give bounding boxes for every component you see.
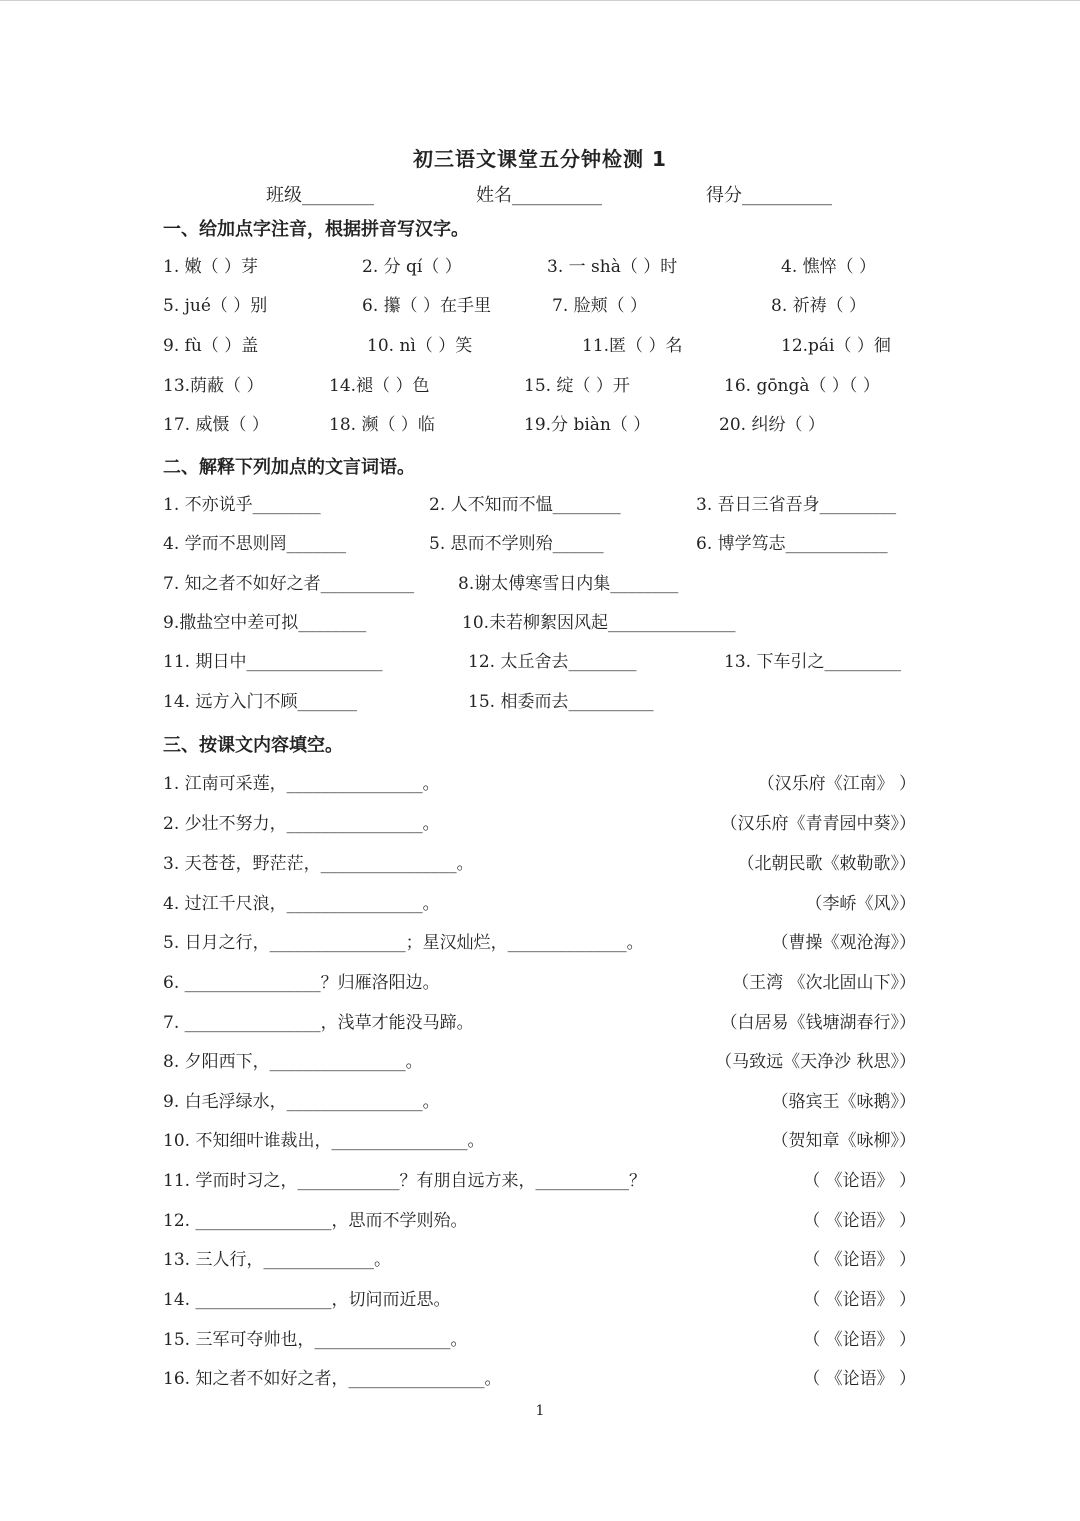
s2-item: 9.撒盐空中差可拟________ bbox=[163, 613, 367, 633]
s1-row bbox=[0, 410, 1080, 440]
s3-question: 16. 知之者不如好之者，________________。 bbox=[163, 1369, 502, 1389]
s3-row bbox=[0, 1008, 1080, 1038]
s1-row bbox=[0, 291, 1080, 321]
s3-row bbox=[0, 849, 1080, 879]
s2-item: 2. 人不知而不愠________ bbox=[429, 495, 621, 515]
page-title: 初三语文课堂五分钟检测 1 bbox=[413, 147, 667, 171]
s2-row bbox=[0, 529, 1080, 559]
s1-item: 2. 分 qí（ ） bbox=[362, 257, 462, 277]
s1-item: 14.褪（ ）色 bbox=[329, 376, 430, 396]
s3-row bbox=[0, 769, 1080, 799]
s1-item: 1. 嫩（ ）芽 bbox=[163, 257, 259, 277]
s2-item: 7. 知之者不如好之者___________ bbox=[163, 574, 415, 594]
s2-item: 4. 学而不思则罔_______ bbox=[163, 534, 347, 554]
s3-question: 10. 不知细叶谁裁出，________________。 bbox=[163, 1131, 485, 1151]
s2-row bbox=[0, 608, 1080, 638]
section-3-heading: 三、按课文内容填空。 bbox=[163, 735, 343, 756]
s1-item: 7. 脸颊（ ） bbox=[552, 296, 648, 316]
s2-item: 11. 期日中________________ bbox=[163, 652, 383, 672]
s3-row bbox=[0, 1047, 1080, 1077]
s3-source: （马致远《天净沙 秋思》） bbox=[715, 1052, 916, 1072]
s3-source: （贺知章《咏柳》） bbox=[771, 1131, 916, 1151]
s3-source: （北朝民歌《敕勒歌》） bbox=[737, 854, 916, 874]
s2-item: 8.谢太傅寒雪日内集________ bbox=[458, 574, 679, 594]
s2-item: 3. 吾日三省吾身_________ bbox=[696, 495, 897, 515]
s3-question: 12. ________________，思而不学则殆。 bbox=[163, 1211, 468, 1231]
s1-row bbox=[0, 331, 1080, 361]
s3-row bbox=[0, 1206, 1080, 1236]
s1-item: 13.荫蔽（ ） bbox=[163, 376, 264, 396]
s2-item: 13. 下车引之_________ bbox=[724, 652, 901, 672]
s1-item: 17. 威慑（ ） bbox=[163, 415, 269, 435]
s2-row bbox=[0, 490, 1080, 520]
s1-item: 4. 憔悴（ ） bbox=[781, 257, 877, 277]
s3-row bbox=[0, 1126, 1080, 1156]
s1-item: 12.pái（ ）徊 bbox=[781, 336, 891, 356]
s1-item: 6. 攥（ ）在手里 bbox=[362, 296, 492, 316]
s1-item: 9. fù（ ）盖 bbox=[163, 336, 259, 356]
class-field: 班级________ bbox=[266, 185, 374, 206]
s1-item: 18. 濒（ ）临 bbox=[329, 415, 435, 435]
s3-row bbox=[0, 889, 1080, 919]
score-field: 得分__________ bbox=[706, 185, 832, 206]
s3-question: 8. 夕阳西下，________________。 bbox=[163, 1052, 423, 1072]
s3-row bbox=[0, 1166, 1080, 1196]
s3-question: 13. 三人行，_____________。 bbox=[163, 1250, 391, 1270]
s3-source: （骆宾王《咏鹅》） bbox=[771, 1092, 916, 1112]
s3-row bbox=[0, 1325, 1080, 1355]
s3-source: （ 《论语》 ） bbox=[803, 1250, 916, 1270]
s1-row bbox=[0, 252, 1080, 282]
s3-row bbox=[0, 968, 1080, 998]
s3-question: 7. ________________，浅草才能没马蹄。 bbox=[163, 1013, 474, 1033]
s1-row bbox=[0, 371, 1080, 401]
s2-item: 14. 远方入门不顾_______ bbox=[163, 692, 357, 712]
page-number: 1 bbox=[535, 1403, 545, 1419]
s2-item: 12. 太丘舍去________ bbox=[468, 652, 637, 672]
s3-source: （ 《论语》 ） bbox=[803, 1211, 916, 1231]
s1-item: 20. 纠纷（ ） bbox=[719, 415, 825, 435]
s3-question: 5. 日月之行，________________；星汉灿烂，______________。 bbox=[163, 933, 644, 953]
s2-item: 10.未若柳絮因风起_______________ bbox=[462, 613, 736, 633]
section-1-heading: 一、给加点字注音，根据拼音写汉字。 bbox=[163, 219, 469, 240]
s2-item: 1. 不亦说乎________ bbox=[163, 495, 321, 515]
s3-source: （白居易《钱塘湖春行》） bbox=[720, 1013, 916, 1033]
s2-item: 5. 思而不学则殆______ bbox=[429, 534, 604, 554]
s1-item: 15. 绽（ ）开 bbox=[524, 376, 630, 396]
name-field: 姓名__________ bbox=[476, 185, 602, 206]
s3-row bbox=[0, 928, 1080, 958]
s3-question: 3. 天苍苍，野茫茫，________________。 bbox=[163, 854, 474, 874]
s2-item: 6. 博学笃志____________ bbox=[696, 534, 888, 554]
s2-row bbox=[0, 569, 1080, 599]
s1-item: 11.匿（ ）名 bbox=[582, 336, 683, 356]
s1-item: 19.分 biàn（ ） bbox=[524, 415, 651, 435]
s3-question: 11. 学而时习之，____________？有朋自远方来，___________？ bbox=[163, 1171, 646, 1191]
s3-row bbox=[0, 1087, 1080, 1117]
s3-question: 4. 过江千尺浪，________________。 bbox=[163, 894, 440, 914]
s1-item: 10. nì（ ）笑 bbox=[367, 336, 473, 356]
s1-item: 16. gōngà（ ）（ ） bbox=[724, 376, 880, 396]
s3-source: （汉乐府《青青园中葵》） bbox=[720, 814, 916, 834]
s3-source: （ 《论语》 ） bbox=[803, 1330, 916, 1350]
s3-source: （ 《论语》 ） bbox=[803, 1171, 916, 1191]
s3-row bbox=[0, 1285, 1080, 1315]
s3-question: 9. 白毛浮绿水，________________。 bbox=[163, 1092, 440, 1112]
s3-row bbox=[0, 1364, 1080, 1394]
s3-source: （ 《论语》 ） bbox=[803, 1369, 916, 1389]
s3-question: 6. ________________？归雁洛阳边。 bbox=[163, 973, 440, 993]
s1-item: 3. 一 shà（ ）时 bbox=[547, 257, 678, 277]
s3-question: 2. 少壮不努力，________________。 bbox=[163, 814, 440, 834]
s3-source: （王湾 《次北固山下》） bbox=[732, 973, 916, 993]
s3-source: （汉乐府《江南》 ） bbox=[757, 774, 916, 794]
s3-question: 14. ________________，切问而近思。 bbox=[163, 1290, 451, 1310]
s3-row bbox=[0, 1245, 1080, 1275]
s2-row bbox=[0, 647, 1080, 677]
s3-question: 15. 三军可夺帅也，________________。 bbox=[163, 1330, 468, 1350]
s3-question: 1. 江南可采莲，________________。 bbox=[163, 774, 440, 794]
s3-source: （李峤《风》） bbox=[805, 894, 916, 914]
s3-row bbox=[0, 809, 1080, 839]
s3-source: （ 《论语》 ） bbox=[803, 1290, 916, 1310]
s3-source: （曹操《观沧海》） bbox=[771, 933, 916, 953]
s2-row bbox=[0, 687, 1080, 717]
s1-item: 5. jué（ ）别 bbox=[163, 296, 268, 316]
s1-item: 8. 祈祷（ ） bbox=[771, 296, 867, 316]
s2-item: 15. 相委而去__________ bbox=[468, 692, 654, 712]
section-2-heading: 二、解释下列加点的文言词语。 bbox=[163, 457, 415, 478]
